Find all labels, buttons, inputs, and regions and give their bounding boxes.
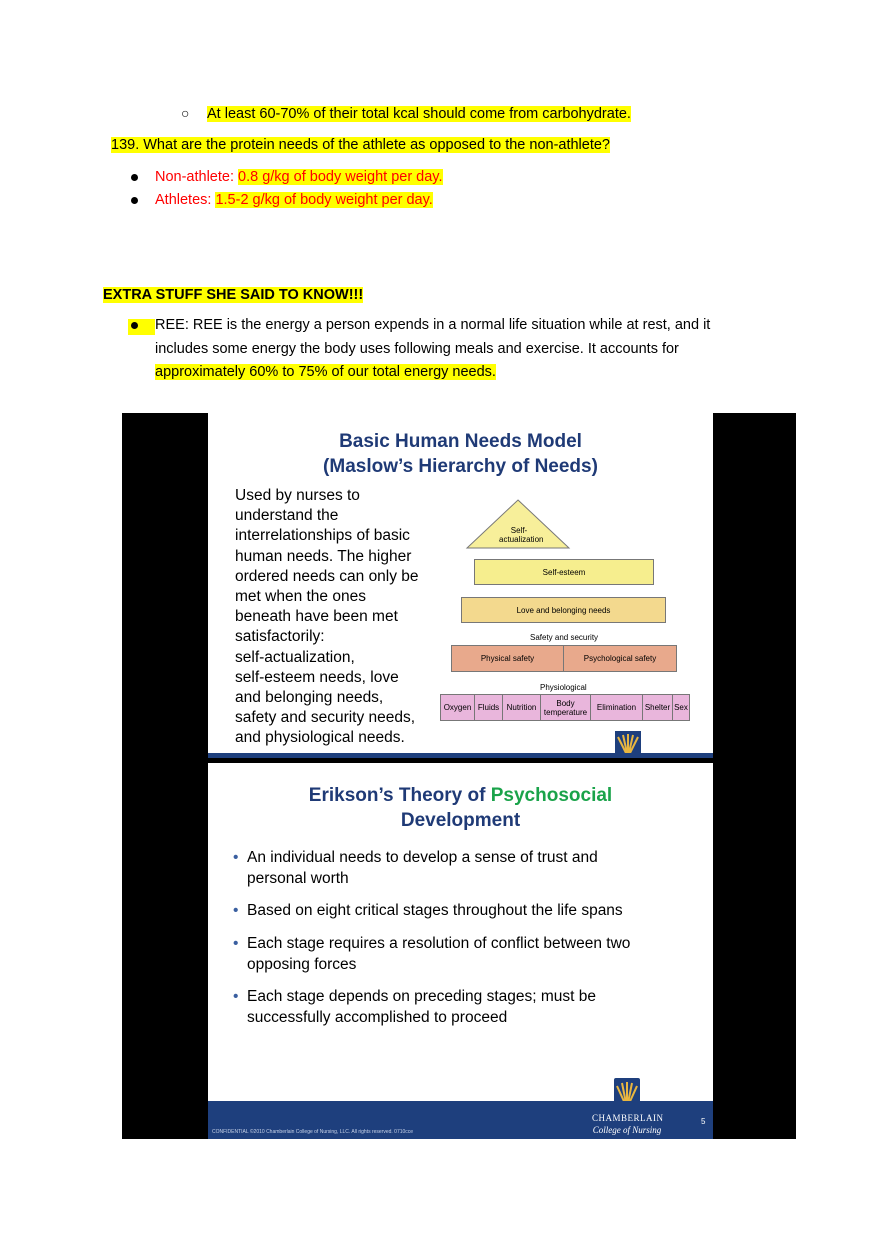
- athletes-line: [155, 192, 433, 208]
- erikson-bullet-3: [233, 934, 631, 975]
- self-esteem-level: [474, 559, 654, 585]
- bullet-dot-icon: [131, 174, 138, 181]
- athletes-value: 1.5-2 g/kg of body weight per day.: [215, 192, 433, 208]
- physiological-level: [440, 694, 690, 721]
- footer-confidential: CONFIDENTIAL ©2010 Chamberlain College of Nursing, LLC. All rights reserved. 0710cce: [212, 1129, 414, 1135]
- slide1-title-line1: Basic Human Needs Model: [339, 431, 582, 452]
- bullet-line: opposing forces: [247, 955, 357, 973]
- body-line: self-esteem needs, love: [235, 668, 399, 686]
- bullet-dot-icon: [131, 322, 138, 329]
- body-line: ordered needs can only be: [235, 567, 419, 585]
- body-line: and physiological needs.: [235, 729, 405, 747]
- extra-heading: EXTRA STUFF SHE SAID TO KNOW!!!: [103, 287, 364, 303]
- bullet-line: personal worth: [247, 869, 349, 887]
- physical-safety-cell: [452, 646, 564, 671]
- hollow-bullet-icon: ○: [181, 105, 190, 121]
- slide1-body: [235, 486, 419, 749]
- body-line: Used by nurses to: [235, 487, 360, 504]
- erikson-bullet-2: [233, 901, 623, 922]
- carb-line: At least 60-70% of their total kcal should come from carbohydrate.: [207, 106, 631, 122]
- bullet-line: Each stage depends on preceding stages; must be: [247, 988, 596, 1005]
- physiological-cell: [541, 695, 591, 720]
- slide2-title-line1: [208, 783, 713, 808]
- erikson-bullet-1: [233, 848, 598, 889]
- physiological-cell: [673, 695, 689, 720]
- slides-image: [122, 413, 796, 1139]
- body-line: met when the ones: [235, 588, 366, 606]
- self-esteem-label: Self-esteem: [542, 567, 586, 577]
- logo-subtitle: College of Nursing: [592, 1125, 662, 1135]
- cell-label: Fluids: [477, 703, 500, 712]
- bullet-line: An individual needs to develop a sense of trust and: [247, 849, 598, 866]
- love-level: [461, 597, 666, 623]
- bullet-dot-icon: •: [233, 988, 239, 1005]
- bullet-dot-icon: •: [233, 849, 239, 866]
- body-line: satisfactorily:: [235, 628, 325, 646]
- bullet-line: Each stage requires a resolution of conflict between two: [247, 935, 631, 952]
- body-line: human needs. The higher: [235, 547, 412, 565]
- nonathlete-line: [155, 169, 443, 185]
- body-line: and belonging needs,: [235, 689, 384, 707]
- psychological-safety-label: Psychological safety: [583, 654, 657, 663]
- ree-line-1: REE: REE is the energy a person expends in a normal life situation while at rest, and it: [155, 317, 711, 333]
- bullet-line: successfully accomplished to proceed: [247, 1008, 508, 1026]
- body-line: understand the: [235, 507, 339, 525]
- slide1-footer-strip: [208, 753, 713, 758]
- physiological-cell: [441, 695, 475, 720]
- athletes-label: Athletes:: [155, 192, 216, 208]
- cell-label: Shelter: [644, 703, 671, 712]
- slide2-title-psychosocial: Psychosocial: [490, 785, 613, 806]
- body-line: self-actualization,: [235, 648, 355, 666]
- physiological-cell: [591, 695, 643, 720]
- safety-caption: Safety and security: [530, 633, 599, 642]
- bullet-dot-icon: •: [233, 902, 239, 919]
- physical-safety-label: Physical safety: [480, 654, 535, 663]
- page-number: 5: [701, 1117, 706, 1126]
- body-line: beneath have been met: [235, 608, 398, 626]
- love-label: Love and belonging needs: [516, 605, 611, 615]
- bullet-dot-icon: [131, 197, 138, 204]
- safety-level: [451, 645, 677, 672]
- body-line: safety and security needs,: [235, 709, 416, 727]
- cell-label: Elimination: [596, 703, 637, 712]
- cell-label: Nutrition: [506, 703, 537, 712]
- physiological-cell: [475, 695, 503, 720]
- cell-label: Sex: [674, 703, 688, 712]
- self-actualization-label: Self-actualization: [499, 526, 544, 544]
- nonathlete-label: Non-athlete:: [155, 169, 239, 185]
- bullet-dot-icon: •: [233, 935, 239, 952]
- erikson-bullet-4: [233, 987, 596, 1028]
- physiological-cell: [503, 695, 541, 720]
- cell-label: Oxygen: [443, 703, 472, 712]
- physiological-caption: Physiological: [540, 683, 587, 692]
- question-139: 139. What are the protein needs of the athlete as opposed to the non-athlete?: [111, 137, 610, 153]
- bullet-line: Based on eight critical stages throughout the life spans: [247, 902, 623, 919]
- slide-maslow: [208, 413, 713, 758]
- body-line: interrelationships of basic: [235, 527, 410, 545]
- slide1-title-line2: (Maslow’s Hierarchy of Needs): [323, 456, 598, 477]
- logo-name: CHAMBERLAIN: [592, 1113, 664, 1123]
- slide-erikson: [208, 763, 713, 1139]
- psychological-safety-cell: [564, 646, 676, 671]
- ree-line-2: includes some energy the body uses following meals and exercise. It accounts for: [155, 341, 679, 357]
- nonathlete-value: 0.8 g/kg of body weight per day.: [238, 169, 443, 185]
- physiological-cell: [643, 695, 673, 720]
- slide2-title-part1: Erikson’s Theory of: [308, 785, 491, 806]
- ree-line-3: approximately 60% to 75% of our total energy needs.: [155, 364, 496, 380]
- slide2-title-line2: Development: [400, 810, 521, 831]
- cell-label: Body temperature: [543, 698, 588, 717]
